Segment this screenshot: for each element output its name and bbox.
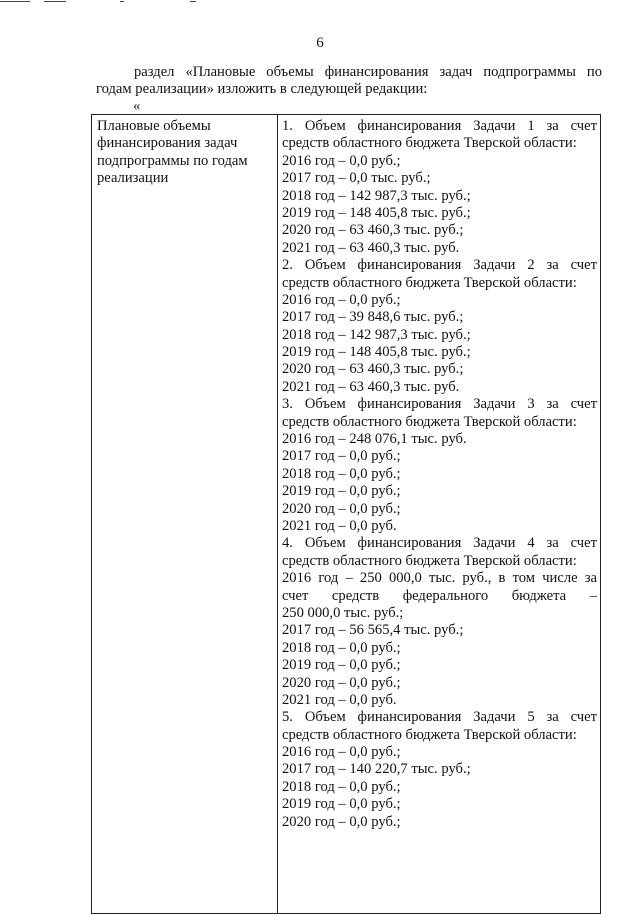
- value-line: 2019 год – 0,0 руб.;: [282, 483, 401, 500]
- intro-paragraph: [96, 64, 602, 98]
- scan-mark: [44, 1, 66, 2]
- value-line: 2018 год – 0,0 руб.;: [282, 778, 401, 795]
- financing-table: [91, 114, 601, 914]
- value-line: 2020 год – 0,0 руб.;: [282, 500, 401, 517]
- value-line: 2021 год – 63 460,3 тыс. руб.: [282, 378, 460, 395]
- value-line: 2017 год – 0,0 тыс. руб.;: [282, 170, 431, 187]
- value-line: 2016 год – 0,0 руб.;: [282, 152, 401, 169]
- page-number: 6: [316, 35, 324, 51]
- value-line: 2018 год – 0,0 руб.;: [282, 465, 401, 482]
- value-line: 2021 год – 63 460,3 тыс. руб.: [282, 239, 460, 256]
- value-line: средств областного бюджета Тверской области:: [282, 726, 577, 743]
- intro-line-2: годам реализации» изложить в следующей редакции:: [96, 81, 428, 97]
- label-line: реализации: [97, 170, 169, 187]
- table-label-cell: [92, 115, 278, 913]
- value-line: 2016 год – 0,0 руб.;: [282, 744, 401, 761]
- value-line: 2020 год – 63 460,3 тыс. руб.;: [282, 222, 464, 239]
- value-line: средств областного бюджета Тверской области:: [282, 552, 577, 569]
- value-line: 2019 год – 0,0 руб.;: [282, 657, 401, 674]
- value-line: 2018 год – 142 987,3 тыс. руб.;: [282, 326, 471, 343]
- value-line: 2019 год – 0,0 руб.;: [282, 796, 401, 813]
- value-line: 2016 год – 248 076,1 тыс. руб.: [282, 431, 467, 448]
- value-line: 1. Объем финансирования Задачи 1 за счет: [282, 118, 597, 134]
- value-line: 2020 год – 63 460,3 тыс. руб.;: [282, 361, 464, 378]
- scan-edge-marks: [0, 0, 640, 2]
- opening-quote-mark: «: [133, 98, 141, 114]
- value-line: 2021 год – 0,0 руб.: [282, 517, 397, 534]
- value-line: 2018 год – 0,0 руб.;: [282, 639, 401, 656]
- value-line: 2016 год – 0,0 руб.;: [282, 291, 401, 308]
- value-line: средств областного бюджета Тверской области:: [282, 274, 577, 291]
- value-line: средств областного бюджета Тверской области:: [282, 413, 577, 430]
- value-line: 2019 год – 148 405,8 тыс. руб.;: [282, 204, 471, 221]
- value-line: 5. Объем финансирования Задачи 5 за счет: [282, 709, 597, 726]
- value-line: 2017 год – 0,0 руб.;: [282, 448, 401, 465]
- table-values-cell: [278, 115, 600, 913]
- value-line: 2016 год – 250 000,0 тыс. руб., в том числе за: [282, 570, 597, 587]
- value-line: 2018 год – 142 987,3 тыс. руб.;: [282, 187, 471, 204]
- value-line: 2020 год – 0,0 руб.;: [282, 813, 401, 830]
- intro-line-1: раздел «Плановые объемы финансирования задач подпрограммы по: [134, 64, 602, 80]
- scan-mark: [0, 1, 30, 2]
- value-line: 2017 год – 56 565,4 тыс. руб.;: [282, 622, 464, 639]
- label-line: финансирования задач: [97, 135, 238, 152]
- value-line: 3. Объем финансирования Задачи 3 за счет: [282, 396, 597, 413]
- value-line: 2017 год – 140 220,7 тыс. руб.;: [282, 761, 471, 778]
- label-line: Плановые объемы: [97, 118, 211, 134]
- value-line: 2021 год – 0,0 руб.: [282, 691, 397, 708]
- value-line: 250 000,0 тыс. руб.;: [282, 604, 404, 621]
- value-line: 4. Объем финансирования Задачи 4 за счет: [282, 535, 597, 552]
- value-line: средств областного бюджета Тверской области:: [282, 135, 577, 152]
- value-line: 2017 год – 39 848,6 тыс. руб.;: [282, 309, 464, 326]
- scan-mark: [190, 1, 196, 2]
- label-line: подпрограммы по годам: [97, 152, 248, 169]
- scan-mark: [120, 1, 124, 2]
- value-line: 2019 год – 148 405,8 тыс. руб.;: [282, 344, 471, 361]
- value-line: счет средств федерального бюджета –: [282, 587, 597, 604]
- value-line: 2020 год – 0,0 руб.;: [282, 674, 401, 691]
- value-line: 2. Объем финансирования Задачи 2 за счет: [282, 257, 597, 274]
